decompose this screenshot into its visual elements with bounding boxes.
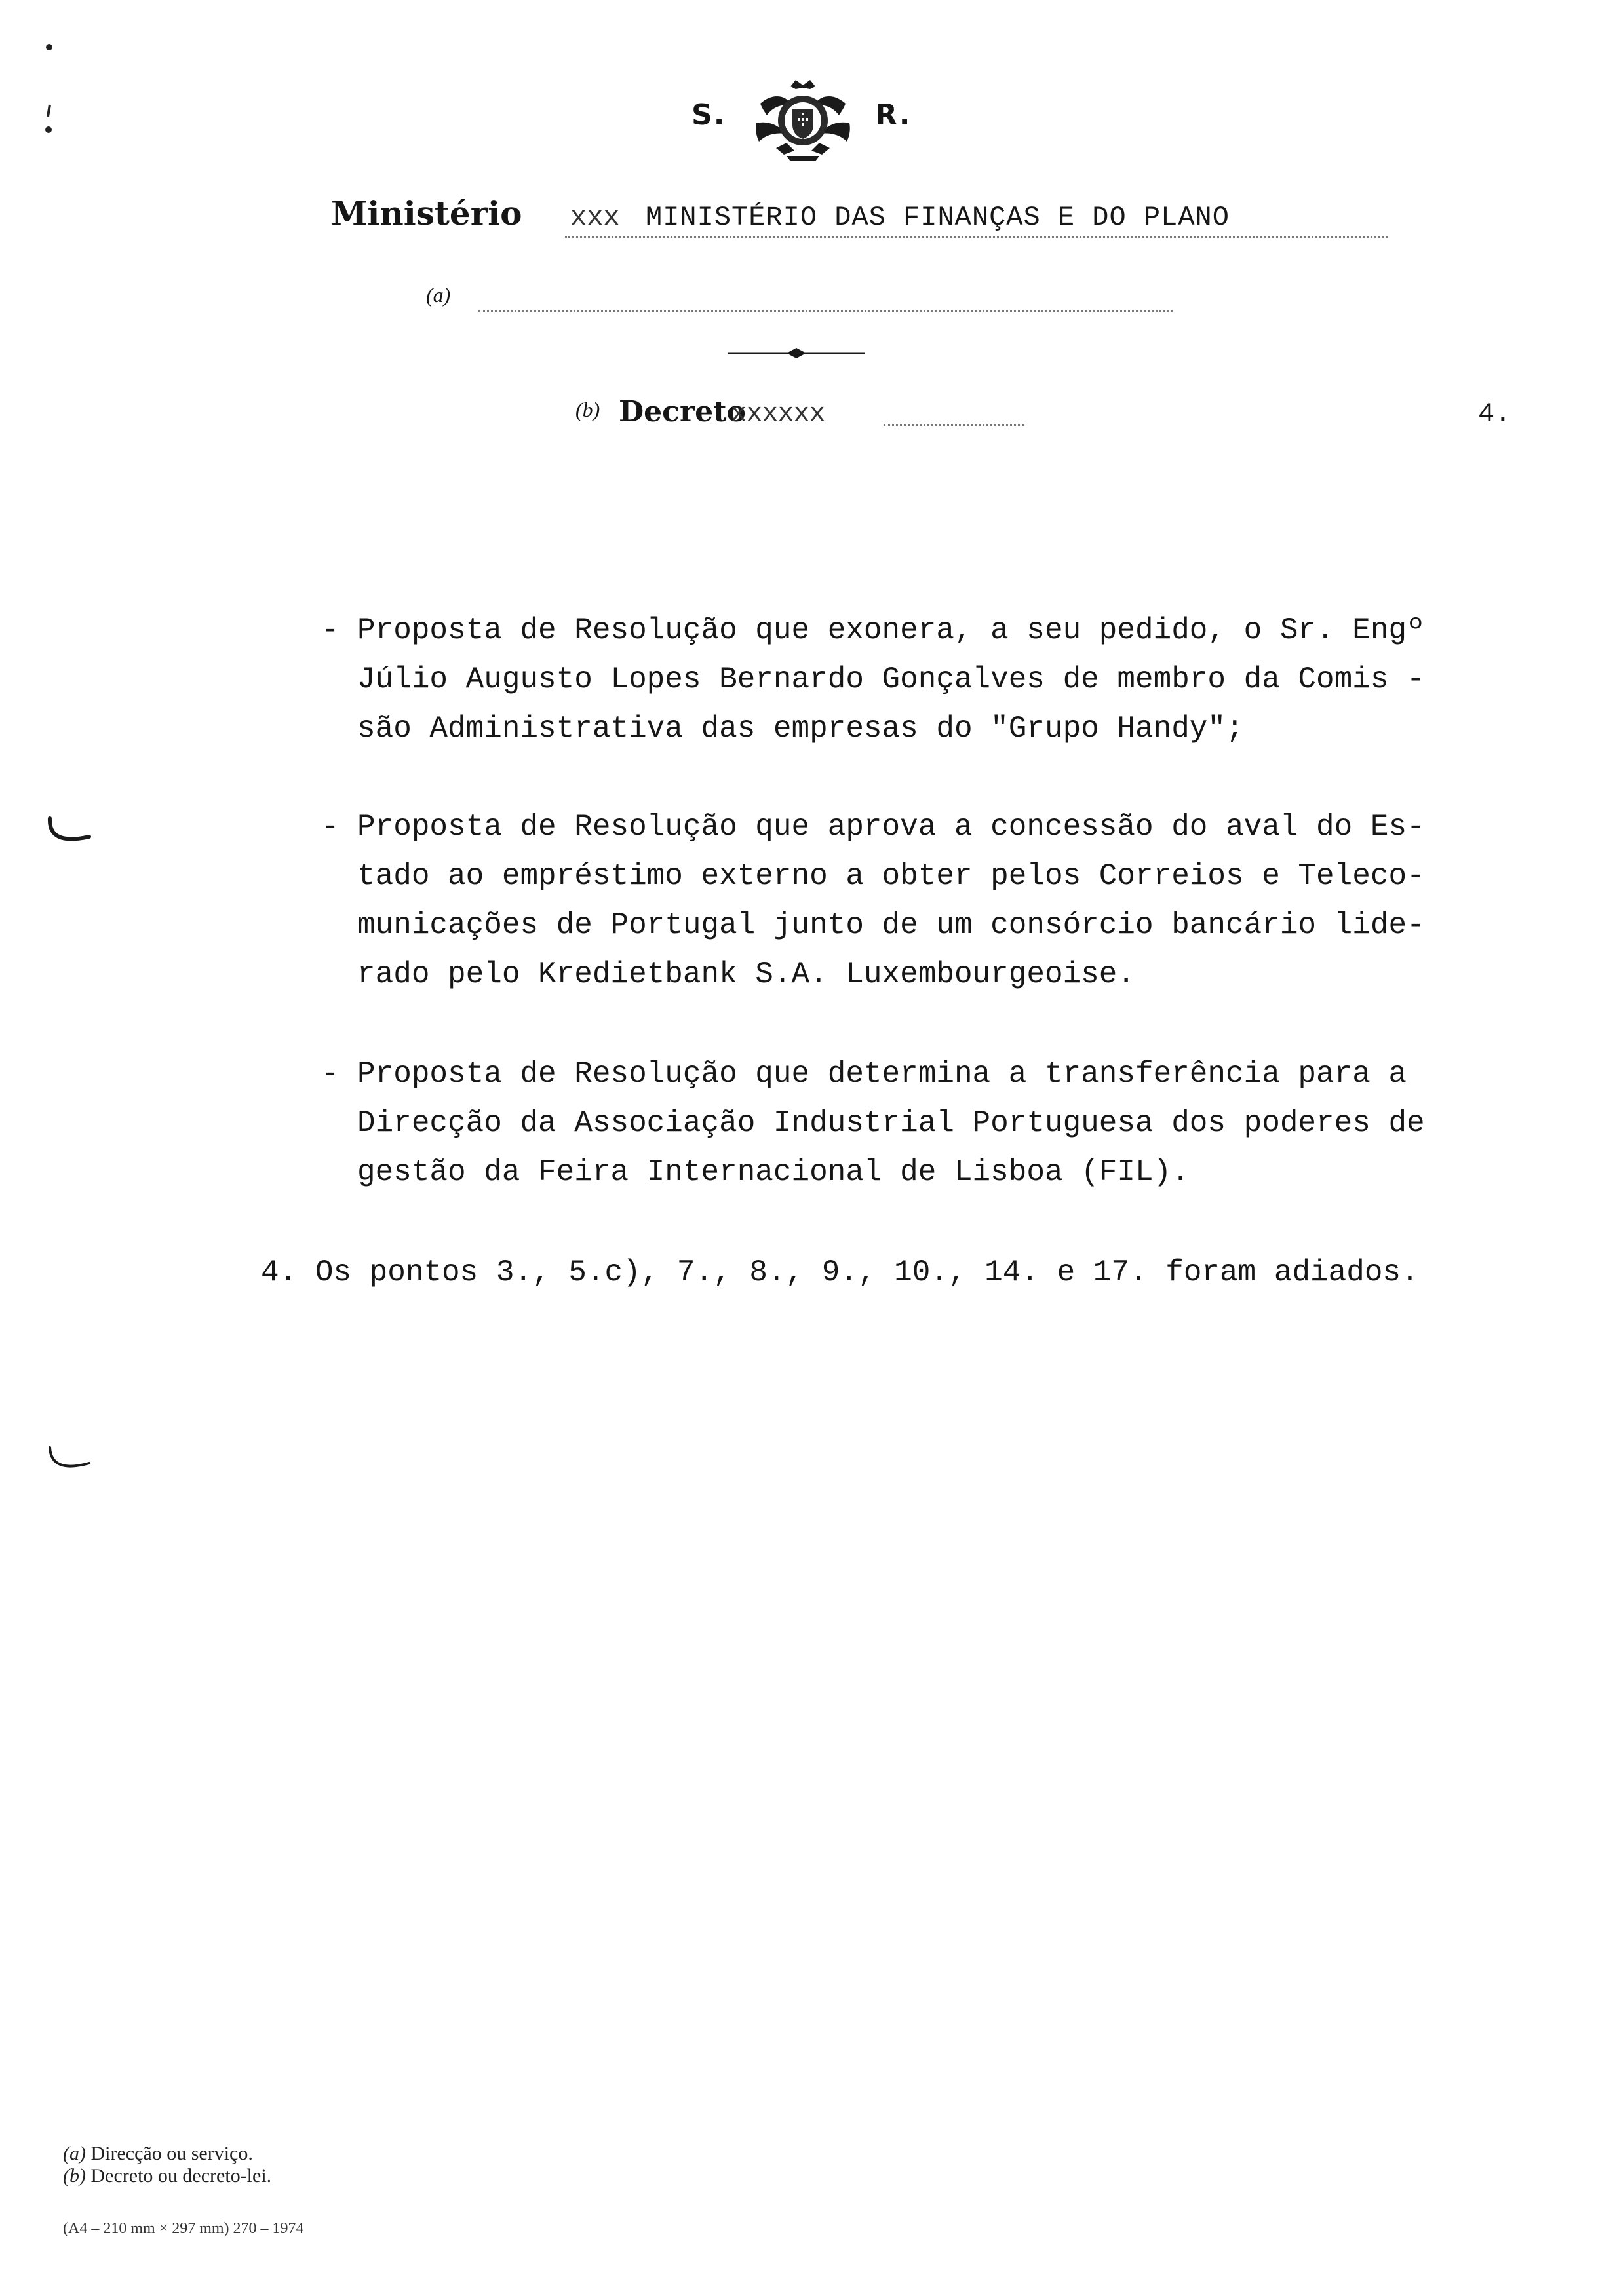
list-dash: - [321,613,340,647]
header-r-letter: R. [875,98,912,132]
decree-printed-label: Decreto [619,395,746,429]
list-item-text: Proposta de Resolução que determina a transferência para a Direcção da Associação Industrial Portuguesa dos poderes de gestão da Feira Internacional de Lisboa (FIL). [357,1057,1425,1189]
list-item [321,803,1521,999]
ministry-overtype: xxx [570,202,620,233]
ministry-name: MINISTÉRIO DAS FINANÇAS E DO PLANO [646,202,1230,233]
footnote-a-text: Direcção ou serviço. [90,2143,253,2164]
list-item-text: Proposta de Resolução que aprova a concessão do aval do Es- tado ao empréstimo externo a obter pelos Correios e Teleco- municações de Portugal junto de um consórcio bancário lide- rado pelo Kredietbank S.A. Luxembourgeoise. [357,810,1425,991]
list-item-text: Proposta de Resolução que exonera, a seu pedido, o Sr. Engº Júlio Augusto Lopes Bernardo Gonçalves de membro da Comis - são Administrativa das empresas do "Grupo Handy"; [357,613,1425,746]
footnote-b [63,2165,271,2187]
decree-overtype: xxxxxx [731,400,826,429]
ornament-divider [728,343,865,363]
footnote-b-marker: (b) [575,398,600,421]
punch-mark [46,1445,95,1481]
form-code: (A4 – 210 mm × 297 mm) 270 – 1974 [63,2220,304,2237]
decree-dotted-line [884,424,1024,426]
list-item [321,606,1521,754]
list-dash: - [321,1057,340,1091]
footnote-a-label: (a) [63,2143,86,2164]
punch-mark [46,816,95,852]
list-dash: - [321,810,340,844]
list-item [321,1050,1521,1197]
footnote-a-marker: (a) [426,283,451,307]
footnote-b-label: (b) [63,2165,86,2187]
footnote-b-text: Decreto ou decreto-lei. [90,2165,272,2187]
service-dotted-line [478,310,1173,312]
ministry-printed-label: Ministério [331,194,522,233]
point-4-paragraph: 4. Os pontos 3., 5.c), 7., 8., 9., 10., 14. e 17. foram adiados. [261,1255,1419,1290]
footnote-a [63,2143,253,2165]
margin-specks [39,39,59,144]
coat-of-arms-icon [747,77,859,163]
header-s-letter: S. [691,98,726,132]
page-number: 4. [1478,398,1511,430]
ministry-dotted-line [565,236,1388,238]
